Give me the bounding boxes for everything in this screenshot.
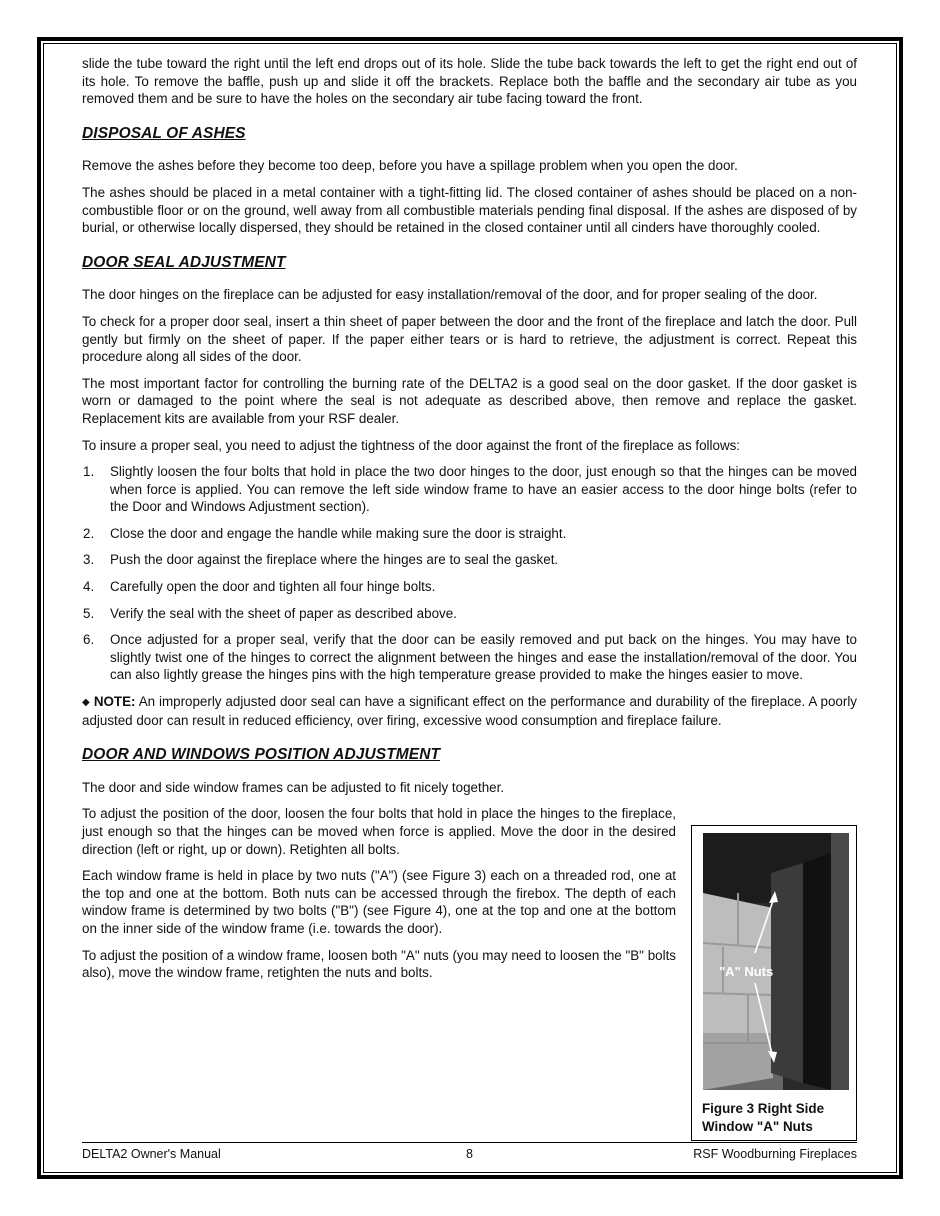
door-seal-steps (82, 463, 857, 684)
list-item (82, 605, 857, 623)
figure-3 (691, 825, 857, 1141)
heading-door-seal-adjustment: DOOR SEAL ADJUSTMENT (82, 253, 286, 271)
list-item (82, 551, 857, 569)
windows-paragraph-1: The door and side window frames can be adjusted to fit nicely together. (82, 779, 505, 795)
door-seal-paragraph-4: To insure a proper seal, you need to adjust the tightness of the door against the front of the fireplace as follows: (82, 437, 741, 453)
step-text: Once adjusted for a proper seal, verify that the door can be easily removed and put back on the hinges. You may have to slightly twist one of the hinges to correct the alignment between the hinges and ease the installation/removal of the door. You can also lightly grease the hinges pins with the high temperature grease provided to make the hinges easier to move. (110, 632, 857, 683)
step-number: 3. (83, 552, 95, 568)
diamond-bullet-icon: ◆ (82, 697, 90, 709)
footer-company: RSF Woodburning Fireplaces (693, 1147, 857, 1161)
step-text: Verify the seal with the sheet of paper as described above. (110, 605, 457, 621)
list-item (82, 631, 857, 684)
heading-disposal-of-ashes: DISPOSAL OF ASHES (82, 124, 246, 142)
step-text: Slightly loosen the four bolts that hold in place the two door hinges to the door, just enough so that the hinges can be moved when force is applied. You can remove the left side window frame to have an easier access to the door hinge bolts (refer to the Door and Windows Adjustment section). (110, 464, 857, 515)
page-footer (82, 1142, 857, 1165)
step-number: 1. (83, 464, 95, 480)
note-text: An improperly adjusted door seal can have a significant effect on the performance and durability of the fireplace. A poorly adjusted door can result in reduced efficiency, over firing, excessive wood consumption and fireplace failure. (82, 694, 857, 728)
intro-paragraph: slide the tube toward the right until the left end drops out of its hole. Slide the tube back towards the left to get the right end out of its hole. To remove the baffle, push up and slide it off the brackets. Replace both the baffle and the secondary air tube as you removed them and be sure to have the holes on the secondary air tube facing toward the front. (82, 56, 857, 107)
step-text: Carefully open the door and tighten all four hinge bolts. (110, 579, 436, 595)
list-item (82, 525, 857, 543)
door-seal-paragraph-3: The most important factor for controlling the burning rate of the DELTA2 is a good seal on the door gasket. If the door gasket is worn or damaged to the point where the seal is not adequate as described above, then remove and replace the gasket. Replacement kits are available from your RSF dealer. (82, 375, 857, 426)
list-item (82, 578, 857, 596)
footer-page-number: 8 (466, 1147, 473, 1161)
door-seal-paragraph-2: To check for a proper door seal, insert a thin sheet of paper between the door and the front of the fireplace and latch the door. Pull gently but firmly on the sheet of paper. If the paper either tears or is hard to retrieve, the adjustment is correct. Repeat this procedure along all sides of the door. (82, 313, 857, 365)
step-number: 4. (83, 579, 95, 595)
note-paragraph (82, 693, 857, 729)
list-item (82, 463, 857, 516)
ashes-paragraph-1: Remove the ashes before they become too deep, before you have a spillage problem when you open the door. (82, 158, 738, 174)
step-number: 5. (83, 605, 95, 621)
step-text: Push the door against the fireplace where the hinges are to seal the gasket. (110, 552, 559, 568)
windows-paragraph-3: Each window frame is held in place by two nuts ("A") (see Figure 3) each on a threaded rod, one at the top and one at the bottom. Both nuts can be accessed through the firebox. The depth of each window frame is determined by two bolts ("B") (see Figure 4), one at the top and one at the bottom on the inner side of the window frame (i.e. towards the door). (82, 868, 676, 936)
ashes-paragraph-2: The ashes should be placed in a metal container with a tight-fitting lid. The closed container of ashes should be placed on a non-combustible floor or on the ground, well away from all combustible materials pending final disposal. If the ashes are disposed of by burial, or otherwise locally dispersed, they should be retained in the closed container until all cinders have thoroughly cooled. (82, 184, 857, 236)
figure-3-caption: Figure 3 Right Side Window "A" Nuts (702, 1101, 825, 1134)
windows-paragraph-2: To adjust the position of the door, loosen the four bolts that hold in place the hinges to the fireplace, just enough so that the hinges can be moved when force is applied. Move the door in the desired direction (left or right, up or down). Retighten all bolts. (82, 806, 676, 857)
step-text: Close the door and engage the handle while making sure the door is straight. (110, 525, 567, 541)
footer-manual-title: DELTA2 Owner's Manual (82, 1147, 221, 1161)
note-label: NOTE: (93, 694, 136, 710)
figure-3-photo (703, 833, 849, 1090)
step-number: 6. (83, 632, 95, 648)
windows-paragraph-4: To adjust the position of a window frame, loosen both "A" nuts (you may need to loosen the "B" bolts also), move the window frame, retighten the nuts and bolts. (82, 947, 676, 981)
door-seal-paragraph-1: The door hinges on the fireplace can be adjusted for easy installation/removal of the door, and for proper sealing of the door. (82, 287, 818, 303)
heading-door-and-windows-position-adjustment: DOOR AND WINDOWS POSITION ADJUSTMENT (82, 746, 441, 764)
step-number: 2. (83, 525, 95, 541)
photo-label: "A" Nuts (719, 964, 774, 979)
